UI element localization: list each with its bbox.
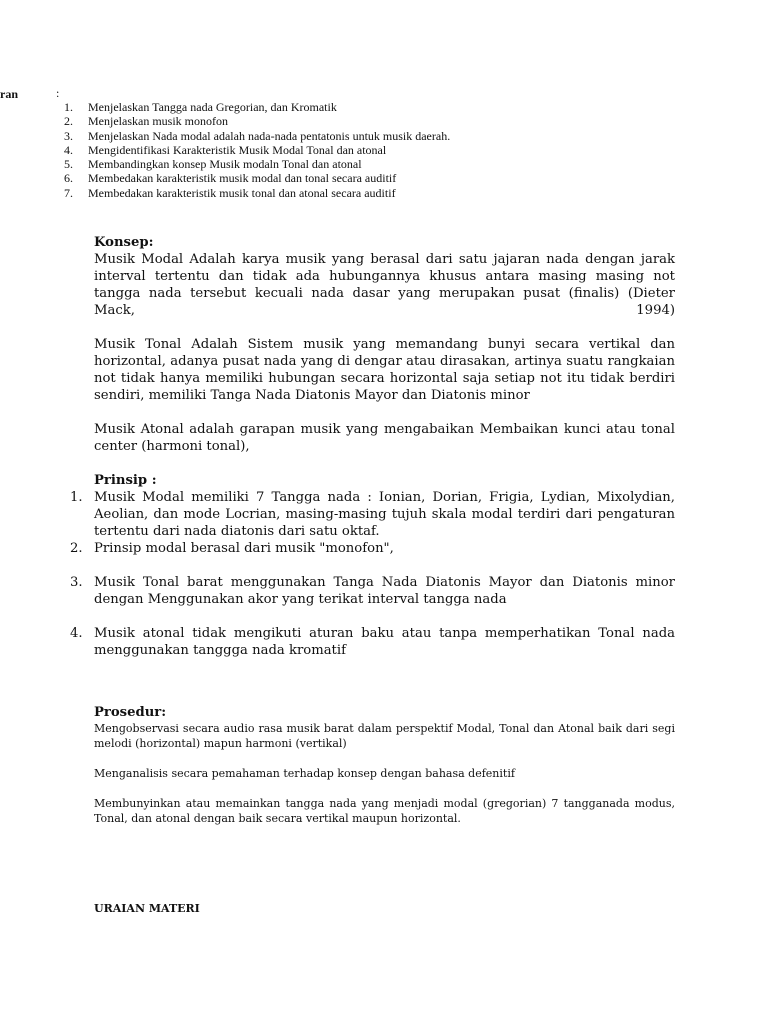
objective-label: ran (0, 87, 18, 101)
prosedur-paragraph-analyze: Menganalisis secara pemahaman terhadap konsep dengan bahasa defenitif (94, 767, 515, 780)
objective-item (64, 114, 450, 128)
objective-item-number: 6. (64, 171, 73, 186)
objective-item (64, 171, 450, 185)
objective-colon: : (56, 86, 60, 100)
prinsip-item (70, 489, 675, 540)
objective-item (64, 143, 450, 157)
prosedur-section (94, 721, 675, 826)
objective-item-number: 3. (64, 128, 73, 143)
konsep-paragraph-modal: Musik Modal Adalah karya musik yang berasal dari satu jajaran nada dengan jarak interval tertentu dan tidak ada hubungannya khusus antara masing masing not tangga nada tersebut kecuali nada dasar yang merupakan pusat (finalis) (Dieter Mack, 1994) (94, 252, 675, 318)
prinsip-item-text: Musik Tonal barat menggunakan Tanga Nada Diatonis Mayor dan Diatonis minor dengan Menggunakan akor yang terikat interval tangga nada (94, 575, 675, 607)
konsep-heading: Konsep: (94, 235, 154, 250)
objective-item-number: 4. (64, 142, 73, 157)
prinsip-item-number: 3. (70, 575, 83, 590)
objective-item-number: 5. (64, 157, 73, 172)
prinsip-item-number: 1. (70, 490, 83, 505)
prinsip-list (70, 489, 675, 659)
konsep-paragraph-tonal: Musik Tonal Adalah Sistem musik yang memandang bunyi secara vertikal dan horizontal, adanya pusat nada yang di dengar atau dirasakan, artinya suatu rangkaian not tidak hanya memiliki hubungan secara horizontal saja setiap not itu tidak berdiri sendiri, memiliki Tanga Nada Diatonis Mayor dan Diatonis minor (94, 337, 675, 403)
objective-item-number: 7. (64, 185, 73, 200)
objective-item-text: Membedakan karakteristik musik tonal dan atonal secara auditif (88, 185, 396, 200)
prinsip-item-number: 2. (70, 541, 83, 556)
objective-item-text: Membedakan karakteristik musik modal dan tonal secara auditif (88, 171, 397, 186)
prinsip-heading: Prinsip : (94, 473, 157, 488)
objective-item (64, 129, 450, 143)
main-content (70, 234, 675, 826)
objective-item-text: Menjelaskan musik monofon (88, 114, 228, 129)
objective-list (64, 100, 450, 200)
objective-item (64, 186, 450, 200)
prinsip-item (70, 625, 675, 659)
objective-item-text: Mengidentifikasi Karakteristik Musik Modal Tonal dan atonal (88, 142, 387, 157)
objective-item (64, 100, 450, 114)
objective-item-number: 2. (64, 114, 73, 129)
konsep-paragraph-atonal: Musik Atonal adalah garapan musik yang mengabaikan Membaikan kunci atau tonal center (harmoni tonal), (94, 422, 675, 454)
prosedur-paragraph-play: Membunyinkan atau memainkan tangga nada yang menjadi modal (gregorian) 7 tangganada modus, Tonal, dan atonal dengan baik secara vertikal maupun horizontal. (94, 797, 675, 825)
objective-item-text: Menjelaskan Nada modal adalah nada-nada pentatonis untuk musik daerah. (88, 128, 451, 143)
objective-item-text: Menjelaskan Tangga nada Gregorian, dan Kromatik (88, 100, 337, 114)
prinsip-item-text: Musik Modal memiliki 7 Tangga nada : Ionian, Dorian, Frigia, Lydian, Mixolydian, Aeolian, dan mode Locrian, masing-masing tujuh skala modal terdiri dari pengaturan tertentu dari nada diatonis dari satu oktaf. (94, 490, 675, 539)
prosedur-heading: Prosedur: (94, 705, 167, 720)
prinsip-item (70, 540, 675, 557)
prinsip-item (70, 574, 675, 608)
prosedur-paragraph-observe: Mengobservasi secara audio rasa musik barat dalam perspektif Modal, Tonal dan Atonal baik dari segi melodi (horizontal) mapun harmoni (vertikal) (94, 722, 675, 750)
prinsip-item-text: Prinsip modal berasal dari musik "monofon", (94, 541, 394, 556)
objective-item-number: 1. (64, 100, 73, 114)
uraian-materi-heading: URAIAN MATERI (94, 902, 200, 915)
objective-item-text: Membandingkan konsep Musik modaln Tonal dan atonal (88, 157, 362, 172)
prinsip-item-number: 4. (70, 626, 83, 641)
objective-item (64, 157, 450, 171)
prinsip-item-text: Musik atonal tidak mengikuti aturan baku atau tanpa memperhatikan Tonal nada menggunakan tanggga nada kromatif (94, 626, 675, 658)
